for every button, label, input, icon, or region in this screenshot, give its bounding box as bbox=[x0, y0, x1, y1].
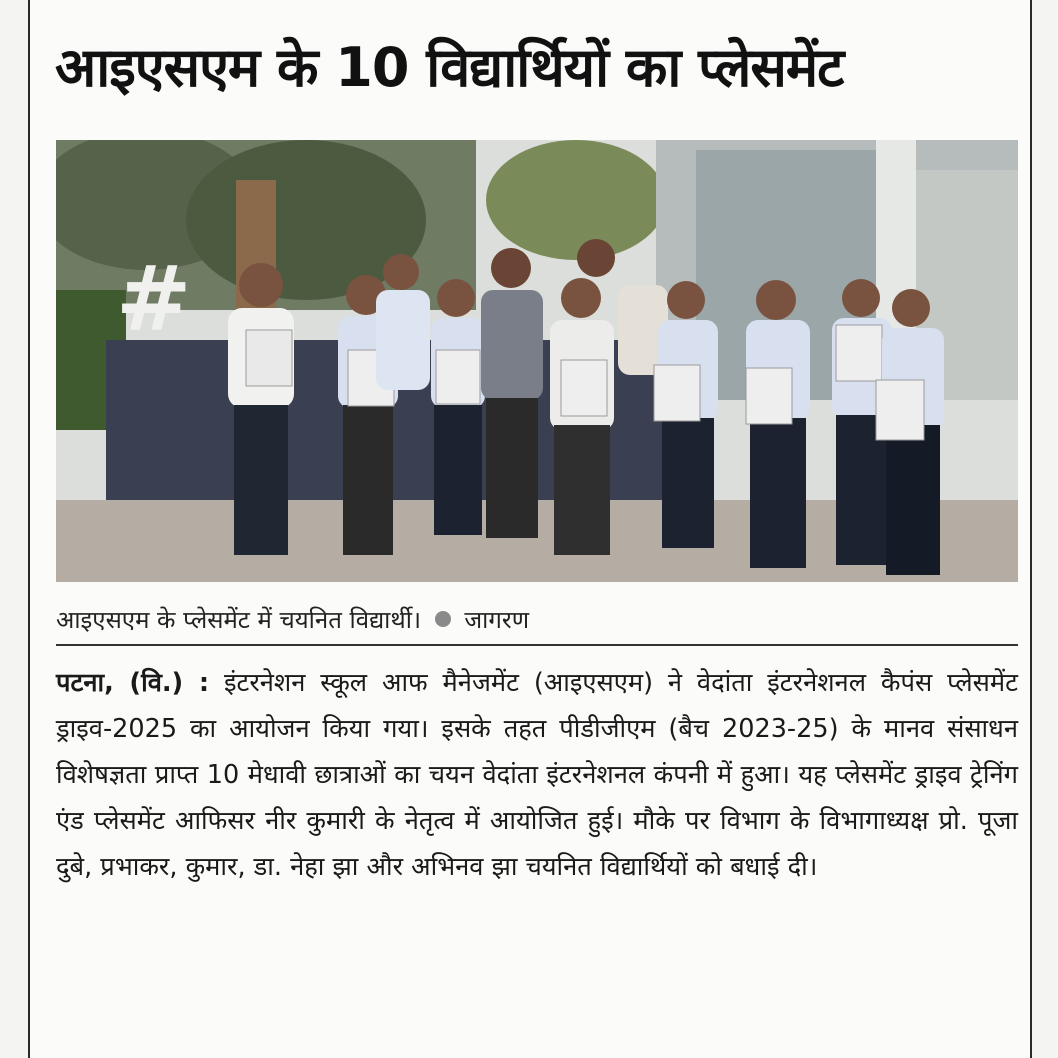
bullet-icon bbox=[435, 611, 451, 627]
body-paragraph: इंटरनेशन स्कूल आफ मैनेजमेंट (आइएसएम) ने वेदांता इंटरनेशनल कैपंस प्लेसमेंट ड्राइव-2025 का आयोजन किया गया। इसके तहत पीडीजीएम (बैच 2023-25) के मानव संसाधन विशेषज्ञता प्राप्त 10 मेधावी छात्राओं का चयन वेदांता इंटरनेशनल कंपनी में हुआ। यह प्लेसमेंट ड्राइव ट्रेनिंग एंड प्लेसमेंट आफिसर नीर कुमारी के नेतृत्व में आयोजित हुई। मौके पर विभाग के विभागाध्यक्ष प्रो. पूजा दुबे, प्रभाकर, कुमार, डा. नेहा झा और अभिनव झा चयनित विद्यार्थियों को बधाई दी। bbox=[56, 668, 1019, 882]
divider bbox=[56, 644, 1018, 646]
article-body bbox=[56, 660, 1018, 890]
dateline: पटना, (वि.) : bbox=[56, 668, 210, 698]
svg-text:#: # bbox=[116, 247, 192, 352]
group-photo bbox=[56, 140, 1018, 582]
article-headline: आइएसएम के 10 विद्यार्थियों का प्लेसमेंट bbox=[55, 36, 844, 99]
caption-text: आइएसएम के प्लेसमेंट में चयनित विद्यार्थी। bbox=[56, 606, 422, 634]
photo-caption bbox=[56, 600, 1016, 640]
photo-credit: जागरण bbox=[464, 606, 530, 634]
